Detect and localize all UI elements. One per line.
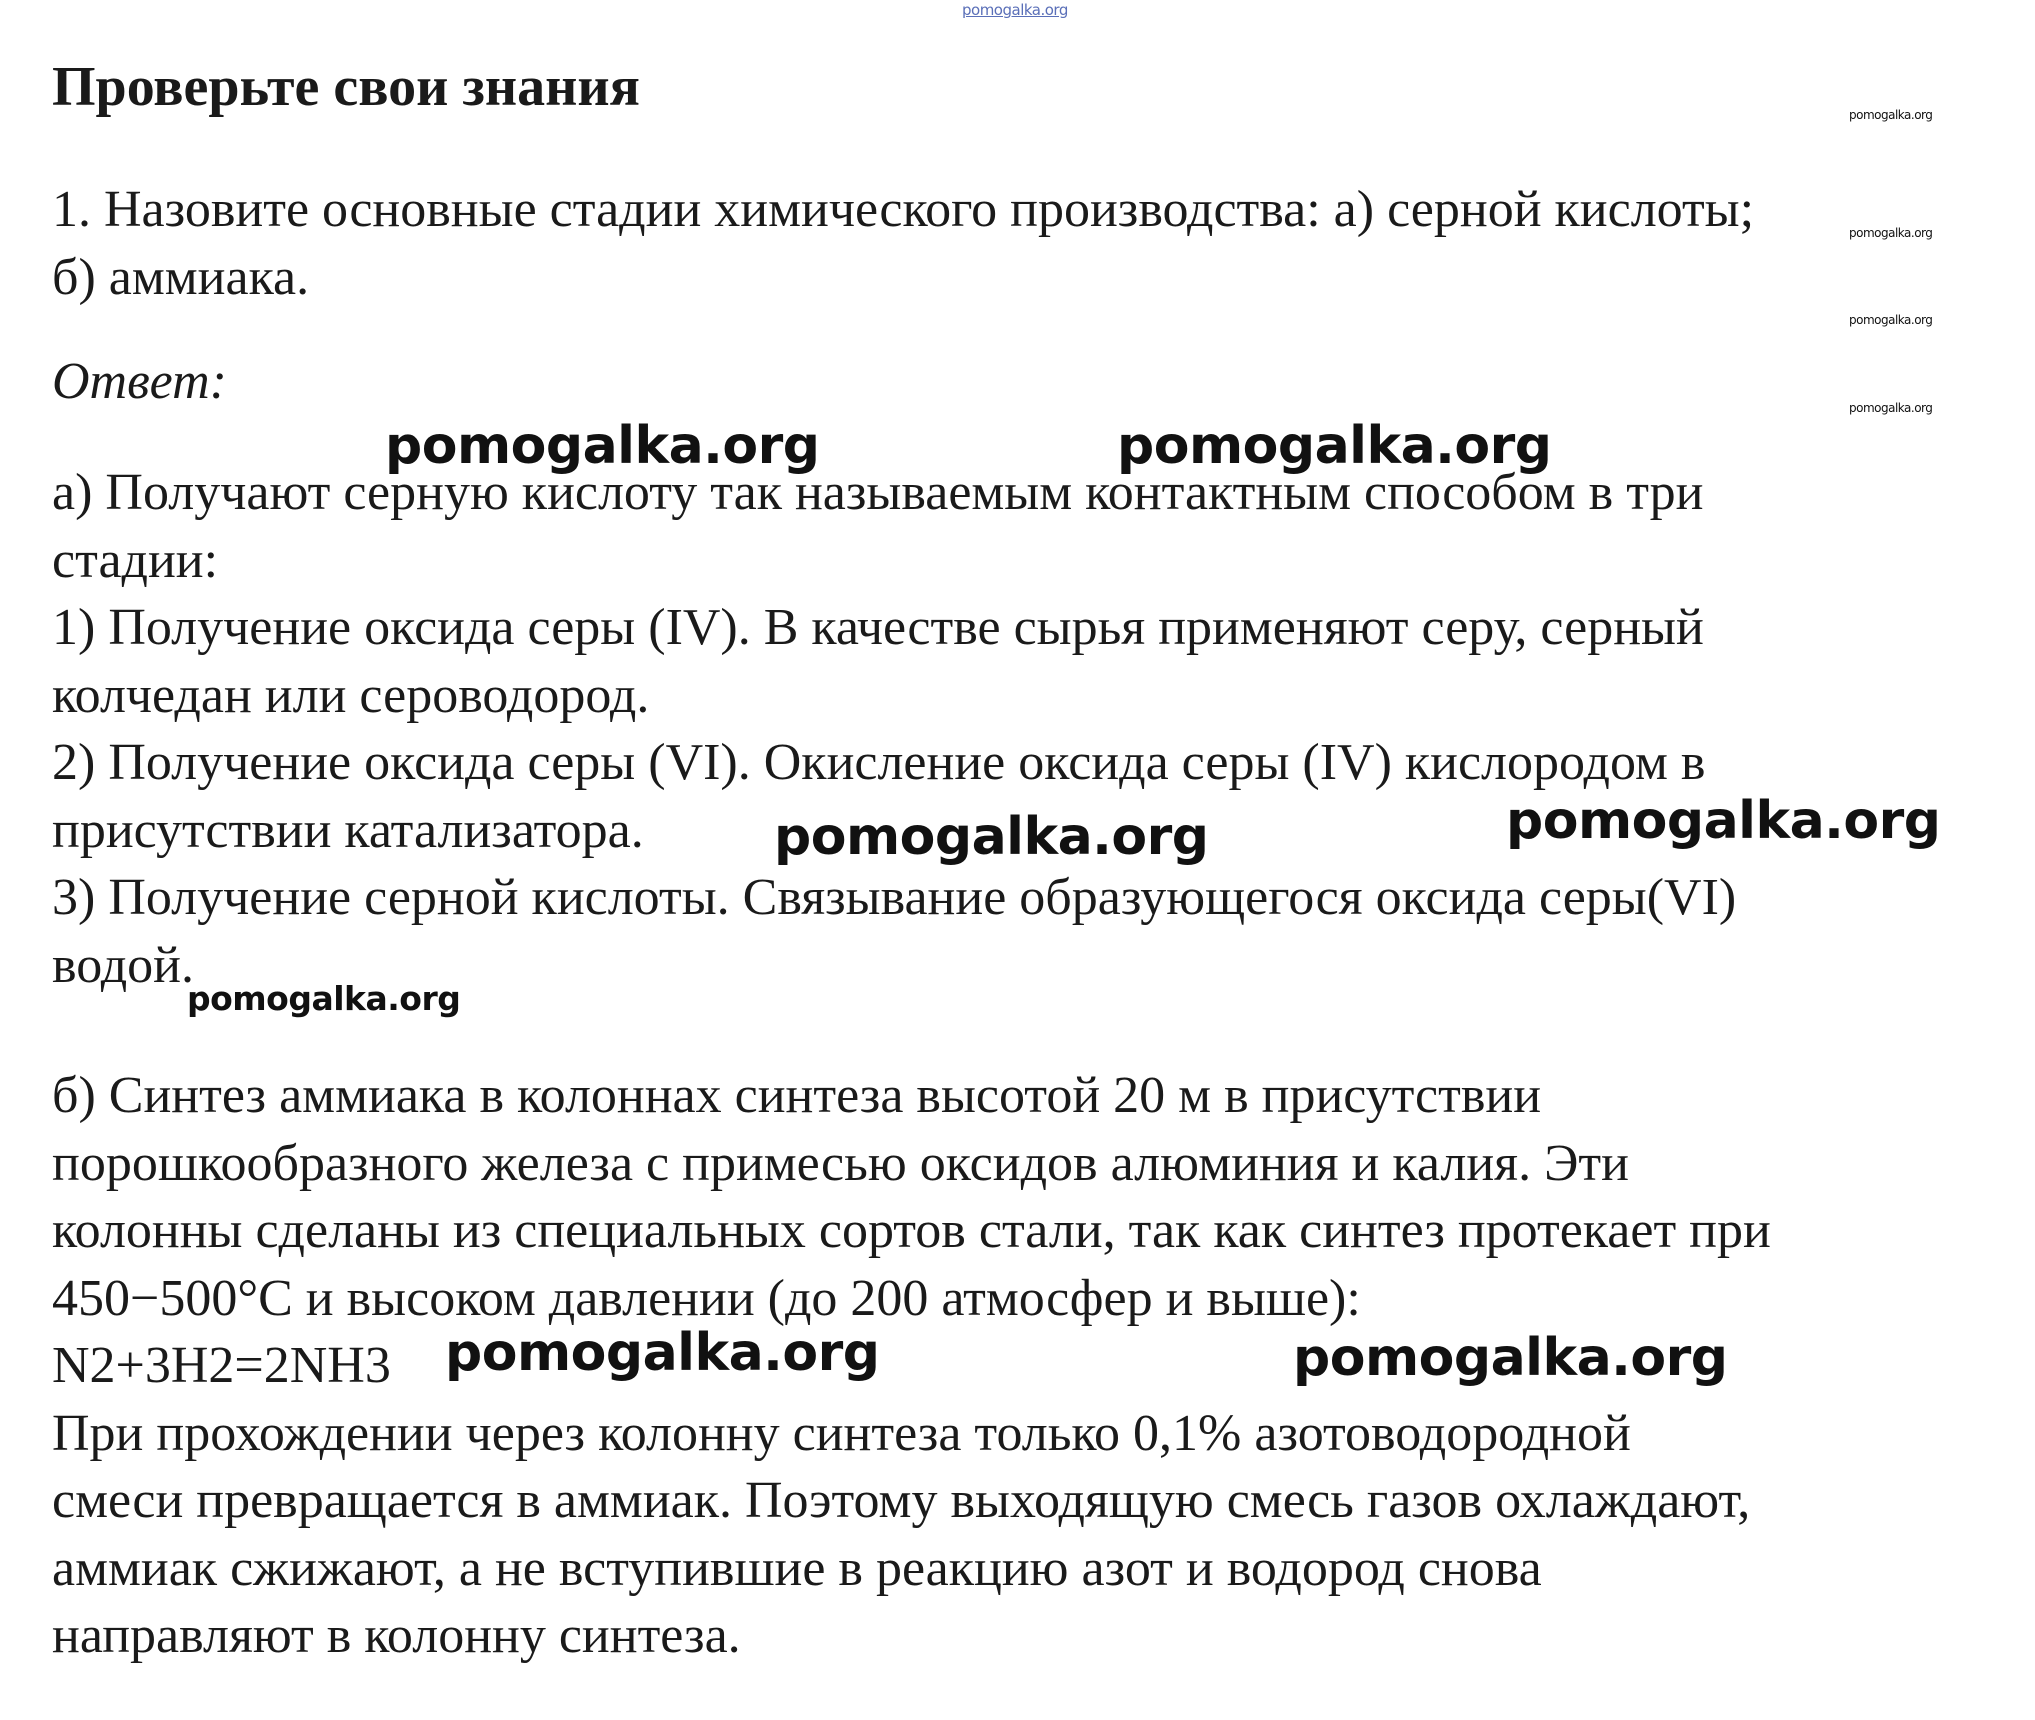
question-line: 1. Назовите основные стадии химического производства: а) серной кислоты;	[52, 181, 1755, 238]
paragraph-line: аммиак сжижают, а не вступившие в реакцию азот и водород снова	[52, 1539, 1542, 1597]
question-line: б) аммиака.	[52, 248, 310, 306]
watermark-large: pomogalka.org	[1506, 791, 1941, 851]
paragraph-line: 3) Получение серной кислоты. Связывание образующегося оксида серы(VI)	[52, 869, 1737, 926]
paragraph-line: 1) Получение оксида серы (IV). В качестве сырья применяют серу, серный	[52, 599, 1704, 656]
watermark-large: pomogalka.org	[774, 807, 1209, 867]
paragraph-line: смеси превращается в аммиак. Поэтому выходящую смесь газов охлаждают,	[52, 1472, 1751, 1529]
paragraph-line: 2) Получение оксида серы (VI). Окисление оксида серы (IV) кислородом в	[52, 734, 1706, 791]
question-block	[52, 176, 1754, 311]
paragraph-line: водой.	[52, 936, 194, 994]
paragraph-line: колонны сделаны из специальных сортов стали, так как синтез протекает при	[52, 1202, 1771, 1259]
watermark-small: pomogalka.org	[1849, 313, 1933, 327]
watermark-medium: pomogalka.org	[187, 979, 461, 1018]
watermark-large: pomogalka.org	[1293, 1328, 1728, 1388]
watermark-large: pomogalka.org	[385, 416, 820, 476]
paragraph-line: колчедан или сероводород.	[52, 666, 650, 724]
answer-part-a	[52, 459, 1736, 999]
watermark-small: pomogalka.org	[1849, 108, 1933, 122]
paragraph-line: 450−500°C и высоком давлении (до 200 атмосфер и выше):	[52, 1269, 1361, 1327]
paragraph-line: порошкообразного железа с примесью оксидов алюминия и калия. Эти	[52, 1134, 1629, 1192]
watermark-small: pomogalka.org	[1849, 401, 1933, 415]
answer-label: Ответ:	[52, 353, 227, 410]
paragraph-line: направляют в колонну синтеза.	[52, 1607, 741, 1664]
paragraph-line: б) Синтез аммиака в колоннах синтеза высотой 20 м в присутствии	[52, 1067, 1542, 1124]
paragraph-line: а) Получают серную кислоту так называемым контактным способом в три	[52, 464, 1704, 521]
watermark-small: pomogalka.org	[1849, 226, 1933, 240]
page-title: Проверьте свои знания	[52, 56, 640, 118]
paragraph-line: стадии:	[52, 531, 219, 589]
equation-line: N2+3H2=2NH3	[52, 1337, 391, 1394]
watermark-large: pomogalka.org	[1117, 416, 1552, 476]
watermark-large: pomogalka.org	[445, 1323, 880, 1383]
paragraph-line: присутствии катализатора.	[52, 801, 644, 859]
watermark-top: pomogalka.org	[962, 1, 1068, 19]
paragraph-line: При прохождении через колонну синтеза только 0,1% азотоводородной	[52, 1404, 1631, 1462]
